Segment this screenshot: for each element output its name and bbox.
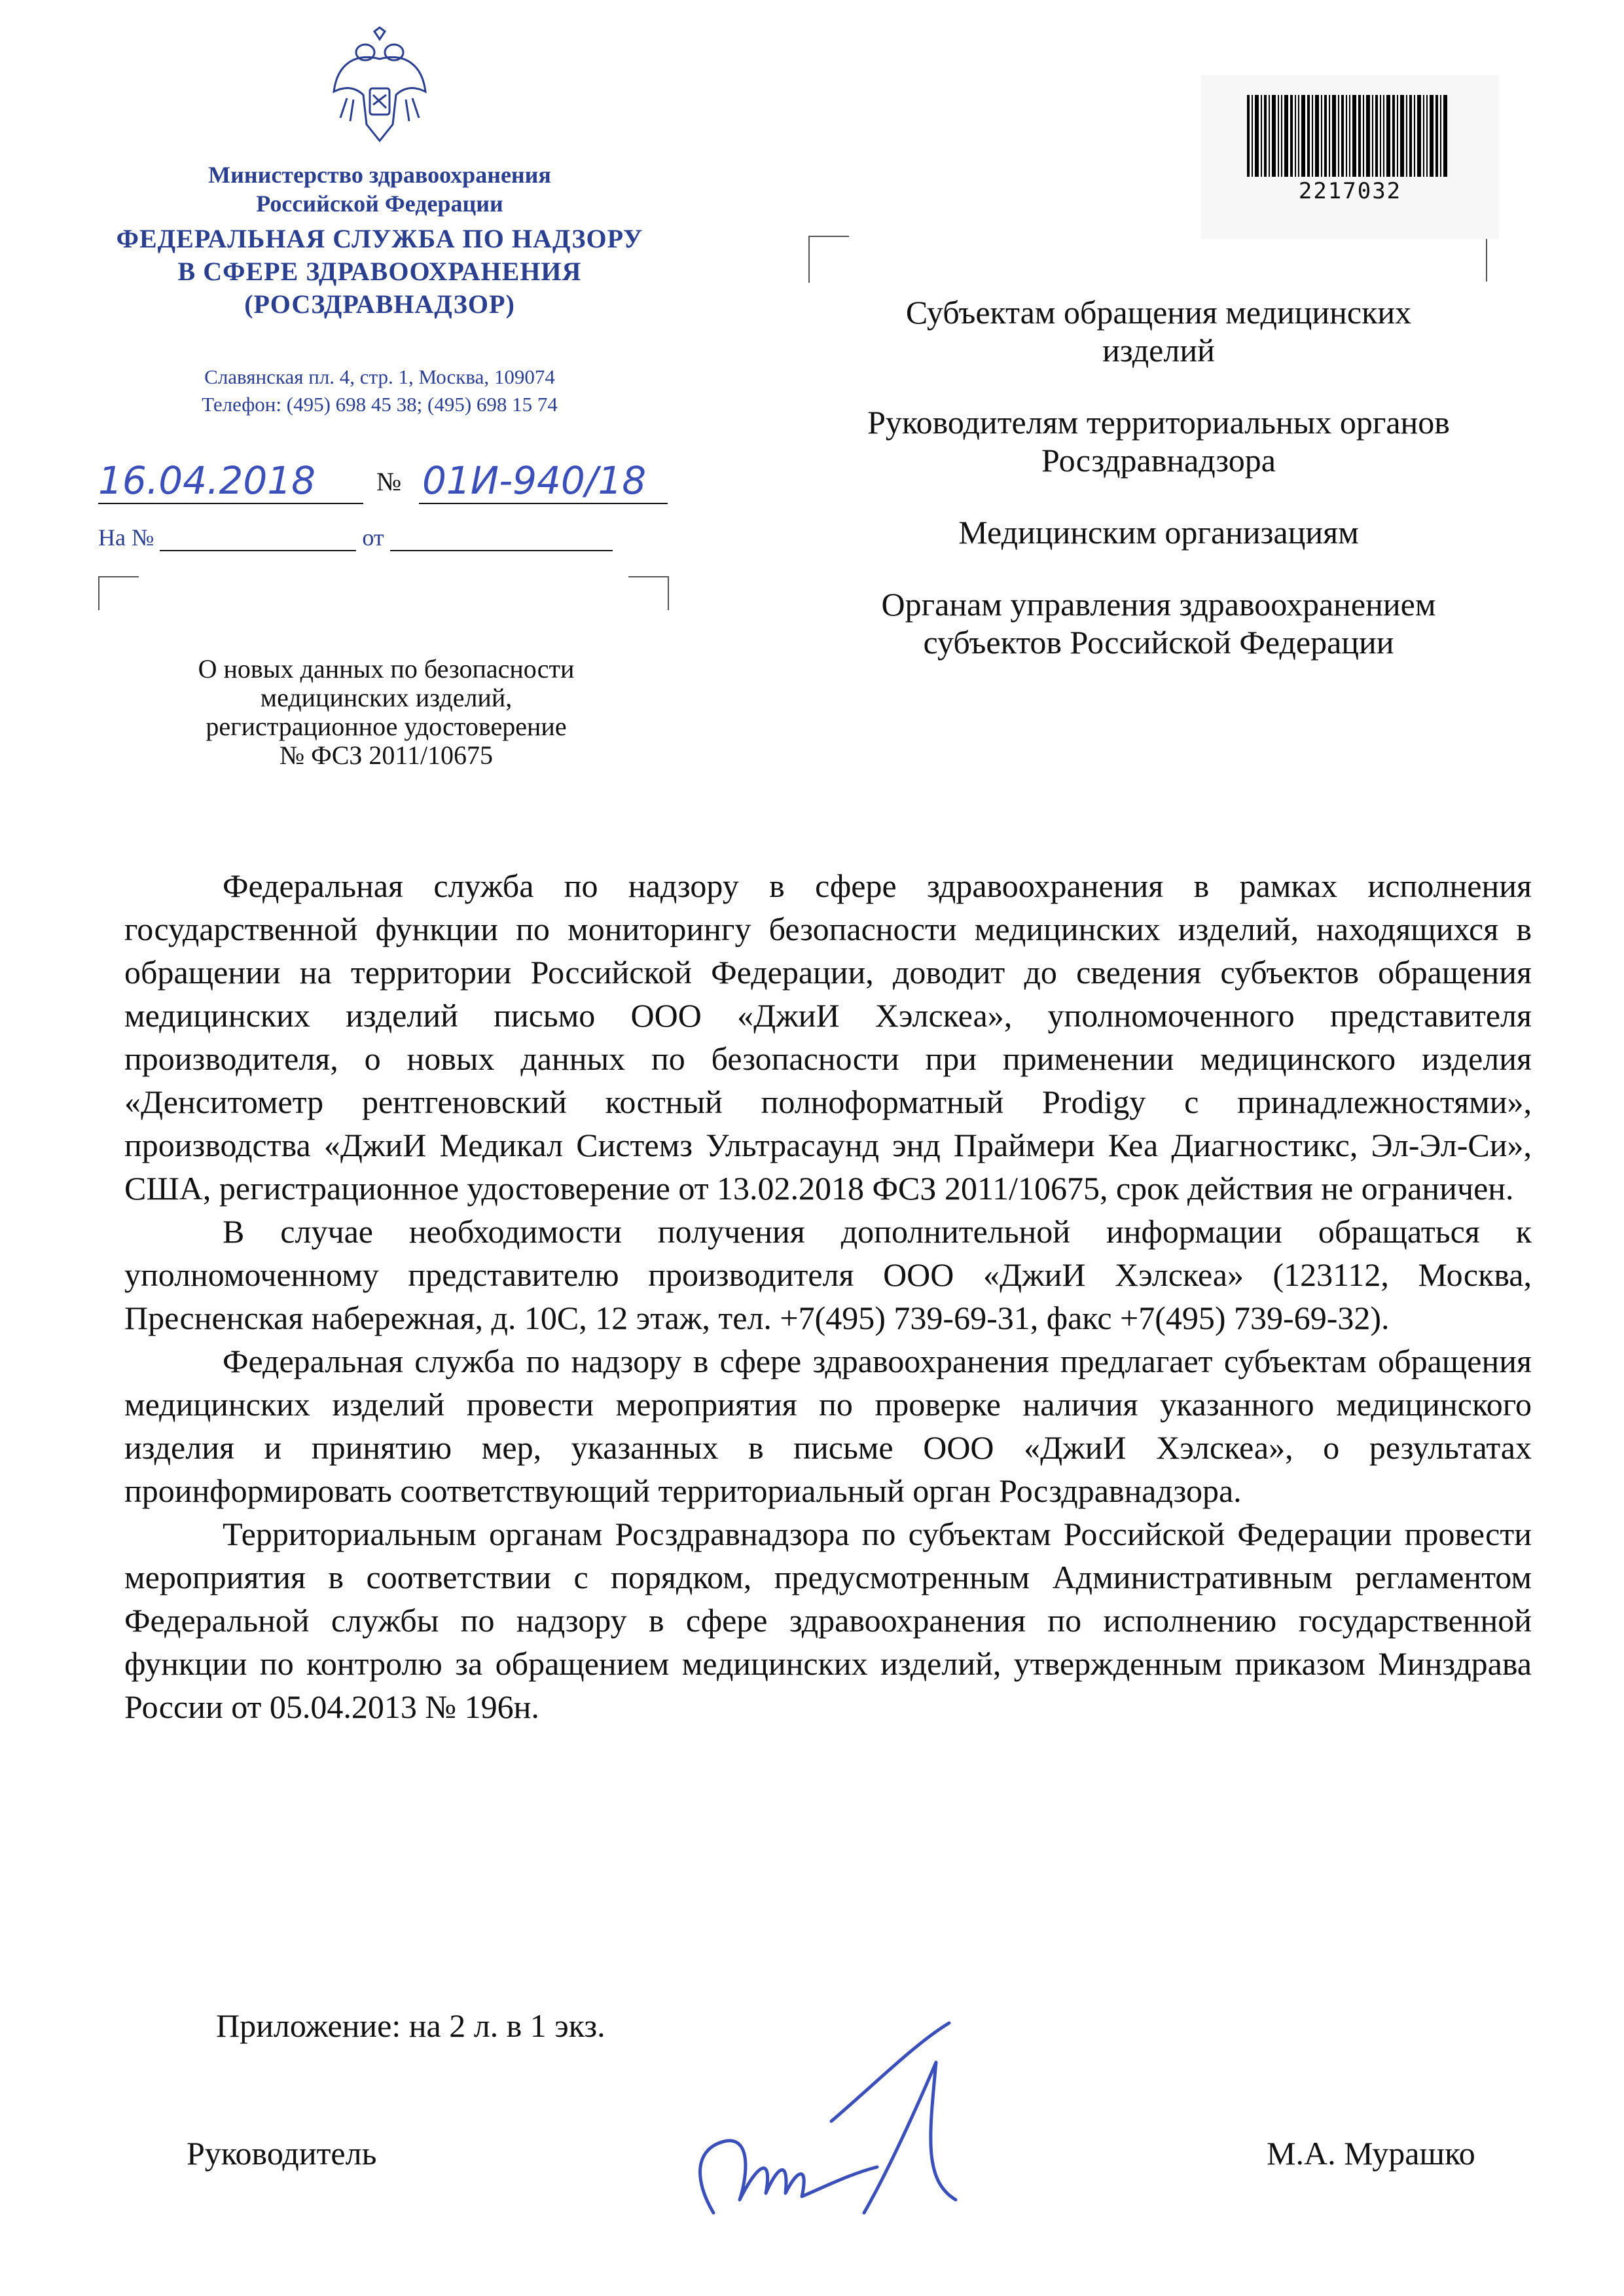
addressee-item: Органам управления здравоохранением субъектов Российской Федерации (881, 586, 1436, 661)
addressee-item: Руководителям территориальных органов Росздравнадзора (867, 404, 1450, 479)
reference-from-label: от (362, 524, 384, 551)
date-underline (98, 503, 363, 504)
number-underline (419, 503, 668, 504)
reference-date-blank (390, 528, 613, 551)
address-line-1: Славянская пл. 4, стр. 1, Москва, 109074 (204, 365, 555, 388)
subject-line-4: № ФСЗ 2011/10675 (279, 740, 494, 770)
addressee-item: Медицинским организациям (958, 514, 1359, 551)
service-line-1: ФЕДЕРАЛЬНАЯ СЛУЖБА ПО НАДЗОРУ (116, 224, 643, 253)
signer-name: М.А. Мурашко (1267, 2135, 1475, 2172)
barcode-number: 2217032 (1298, 178, 1402, 204)
letter-body (124, 864, 1532, 1728)
addressee-bracket-right (1447, 236, 1487, 282)
attachment-note: Приложение: на 2 л. в 1 экз. (216, 2007, 605, 2044)
body-paragraph-1: Федеральная служба по надзору в сфере здравоохранения в рамках исполнения государственной функции по мониторингу безопасности медицинских изделий, находящихся в обращении на территории Российской Федерации, доводит до сведения субъектов обращения медицинских изделий письмо ООО «ДжиИ Хэлскеа», уполномоченного представителя производителя, о новых данных по безопасности при применении медицинского изделия «Денситометр рентгеновский костный полноформатный Prodigy с принадлежностями», производства «ДжиИ Медикал Системз Ультрасаунд энд Праймери Кеа Диагностикс, Эл-Эл-Си», США, регистрационное удостоверение от 13.02.2018 ФСЗ 2011/10675, срок действия не ограничен. (124, 867, 1532, 1207)
reference-label: На № (98, 524, 154, 551)
subject-line-2: медицинских изделий, (260, 683, 513, 712)
barcode-icon (1247, 95, 1450, 177)
body-paragraph-2: В случае необходимости получения дополнительной информации обращаться к уполномоченному представителю производителя ООО «ДжиИ Хэлскеа» (123112, Москва, Пресненская набережная, д. 10С, 12 этаж, тел. +7(495) 739-69-31, факс +7(495) 739-69-32). (124, 1213, 1532, 1336)
service-line-2: В СФЕРЕ ЗДРАВООХРАНЕНИЯ (177, 257, 582, 286)
addressee-bracket-left (808, 236, 849, 283)
ministry-line-1: Министерство здравоохранения (208, 162, 551, 188)
coat-of-arms-emblem-icon (327, 26, 432, 151)
registration-number: 01И-940/18 (422, 458, 647, 503)
addressee-list (864, 293, 1453, 695)
number-sign: № (376, 467, 402, 496)
subject-bracket-right (628, 576, 669, 610)
service-name (92, 223, 668, 321)
signature-icon (668, 2016, 1008, 2232)
ministry-name (92, 160, 668, 218)
service-line-3: (РОСЗДРАВНАДЗОР) (244, 289, 515, 319)
subject-bracket-left (98, 576, 139, 610)
subject-line-3: регистрационное удостоверение (206, 712, 567, 741)
ministry-line-2: Российской Федерации (256, 191, 503, 217)
reference-number-blank (160, 528, 356, 551)
subject-line-1: О новых данных по безопасности (198, 654, 575, 683)
signer-position: Руководитель (187, 2135, 377, 2172)
service-address (92, 363, 668, 418)
address-line-2: Телефон: (495) 698 45 38; (495) 698 15 74 (202, 393, 558, 416)
reference-line (98, 524, 613, 551)
body-paragraph-4: Территориальным органам Росздравнадзора по субъектам Российской Федерации провести мероприятия в соответствии с порядком, предусмотренным Административным регламентом Федеральной службы по надзору в сфере здравоохранения по исполнению государственной функции по контролю за обращением медицинских изделий, утвержденным приказом Минздрава России от 05.04.2013 № 196н. (124, 1516, 1532, 1725)
body-paragraph-3: Федеральная служба по надзору в сфере здравоохранения предлагает субъектам обращения медицинских изделий провести мероприятия по проверке наличия указанного медицинского изделия и принятию мер, указанных в письме ООО «ДжиИ Хэлскеа», о результатах проинформировать соответствующий территориальный орган Росздравнадзора. (124, 1343, 1532, 1509)
letter-subject (85, 655, 687, 770)
registration-date: 16.04.2018 (98, 458, 316, 503)
addressee-item: Субъектам обращения медицинских изделий (905, 294, 1412, 369)
